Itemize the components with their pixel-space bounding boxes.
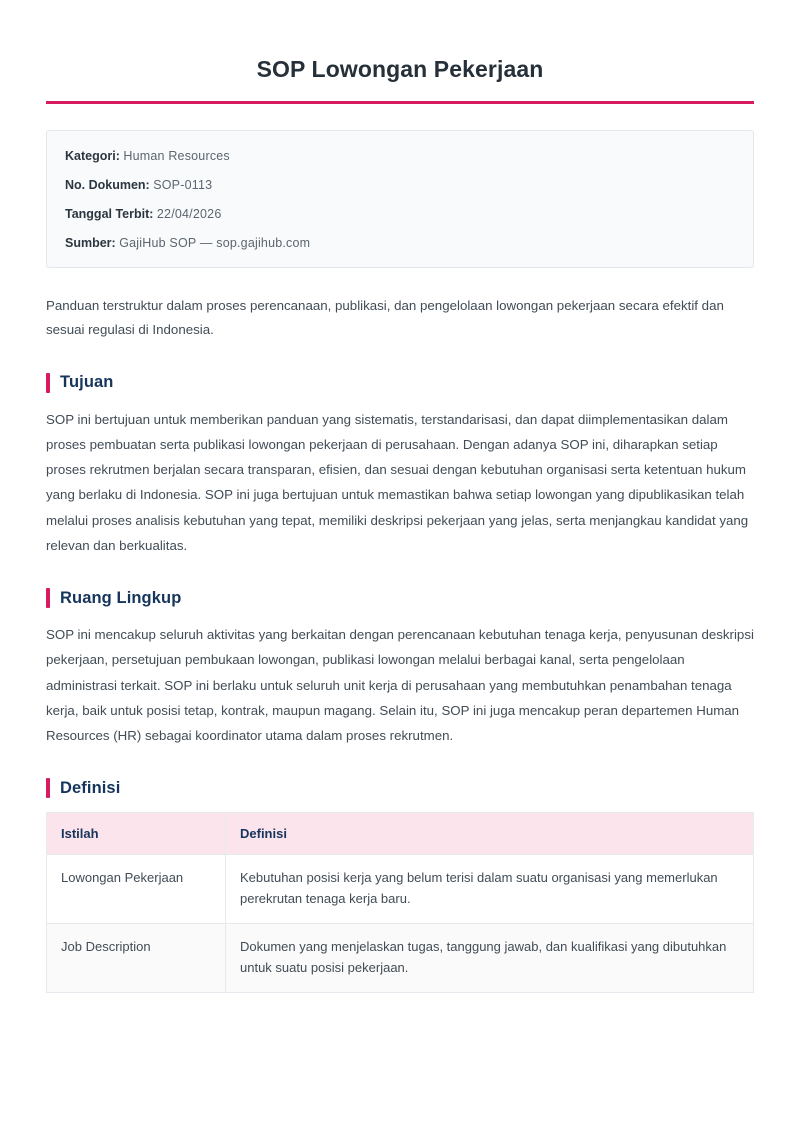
- page-title: SOP Lowongan Pekerjaan: [256, 56, 544, 82]
- table-cell-term: Job Description: [47, 924, 226, 993]
- metadata-row: [65, 147, 735, 165]
- section-body-ruang-lingkup: SOP ini mencakup seluruh aktivitas yang berkaitan dengan perencanaan kebutuhan tenaga kerja, penyusunan deskripsi pekerjaan, persetujuan pembukaan lowongan, publikasi lowongan melalui berbagai kanal, serta pengelolaan administrasi terkait. SOP ini berlaku untuk seluruh unit kerja di perusahaan yang membutuhkan penambahan tenaga kerja, baik untuk posisi tetap, kontrak, maupun magang. Selain itu, SOP ini juga mencakup peran departemen Human Resources (HR) sebagai koordinator utama dalam proses rekrutmen.: [46, 627, 754, 744]
- document-metadata-box: [46, 130, 754, 268]
- metadata-label: No. Dokumen:: [65, 178, 150, 193]
- metadata-value: Human Resources: [123, 149, 230, 163]
- metadata-label: Kategori:: [65, 149, 120, 163]
- table-cell-term: Lowongan Pekerjaan: [47, 855, 226, 924]
- metadata-label: Sumber:: [65, 236, 116, 251]
- metadata-value: SOP-0113: [153, 178, 213, 193]
- section-heading-tujuan: [46, 373, 754, 393]
- section-title: Definisi: [60, 778, 121, 797]
- section-title: Ruang Lingkup: [60, 588, 182, 607]
- section-accent-bar: [46, 778, 50, 798]
- section-body-tujuan: SOP ini bertujuan untuk memberikan panduan yang sistematis, terstandarisasi, dan dapat diimplementasikan dalam proses pembuatan serta publikasi lowongan pekerjaan di perusahaan. Dengan adanya SOP ini, diharapkan setiap proses rekrutmen berjalan secara transparan, efisien, dan sesuai dengan kebutuhan organisasi serta ketentuan hukum yang berlaku di Indonesia. SOP ini juga bertujuan untuk memastikan bahwa setiap lowongan yang dipublikasikan telah melalui proses analisis kebutuhan yang tepat, memiliki deskripsi pekerjaan yang jelas, serta menjangkau kandidat yang relevan dan berkualitas.: [46, 411, 749, 553]
- table-cell-definition: Kebutuhan posisi kerja yang belum terisi dalam suatu organisasi yang memerlukan perekrutan tenaga kerja baru.: [226, 855, 754, 924]
- metadata-value: 22/04/2026: [156, 207, 222, 222]
- section-accent-bar: [46, 373, 50, 393]
- metadata-row: [65, 176, 735, 194]
- metadata-label: Tanggal Terbit:: [65, 207, 154, 222]
- definitions-table: [46, 812, 754, 992]
- table-cell-definition: Dokumen yang menjelaskan tugas, tanggung jawab, dan kualifikasi yang dibutuhkan untuk suatu posisi pekerjaan.: [226, 924, 754, 993]
- section-heading-ruang-lingkup: [46, 588, 754, 608]
- table-header-row: [47, 813, 754, 855]
- document-intro: Panduan terstruktur dalam proses perencanaan, publikasi, dan pengelolaan lowongan pekerjaan secara efektif dan sesuai regulasi di Indonesia.: [46, 297, 724, 338]
- table-header-definisi: Definisi: [226, 813, 754, 855]
- metadata-row: [65, 234, 735, 252]
- metadata-value: GajiHub SOP — sop.gajihub.com: [119, 236, 311, 251]
- section-accent-bar: [46, 588, 50, 608]
- table-row: [47, 855, 754, 924]
- metadata-row: [65, 205, 735, 223]
- section-title: Tujuan: [60, 373, 114, 392]
- table-row: [47, 924, 754, 993]
- section-heading-definisi: [46, 778, 754, 798]
- title-divider: [46, 101, 754, 104]
- table-header-istilah: Istilah: [47, 813, 226, 855]
